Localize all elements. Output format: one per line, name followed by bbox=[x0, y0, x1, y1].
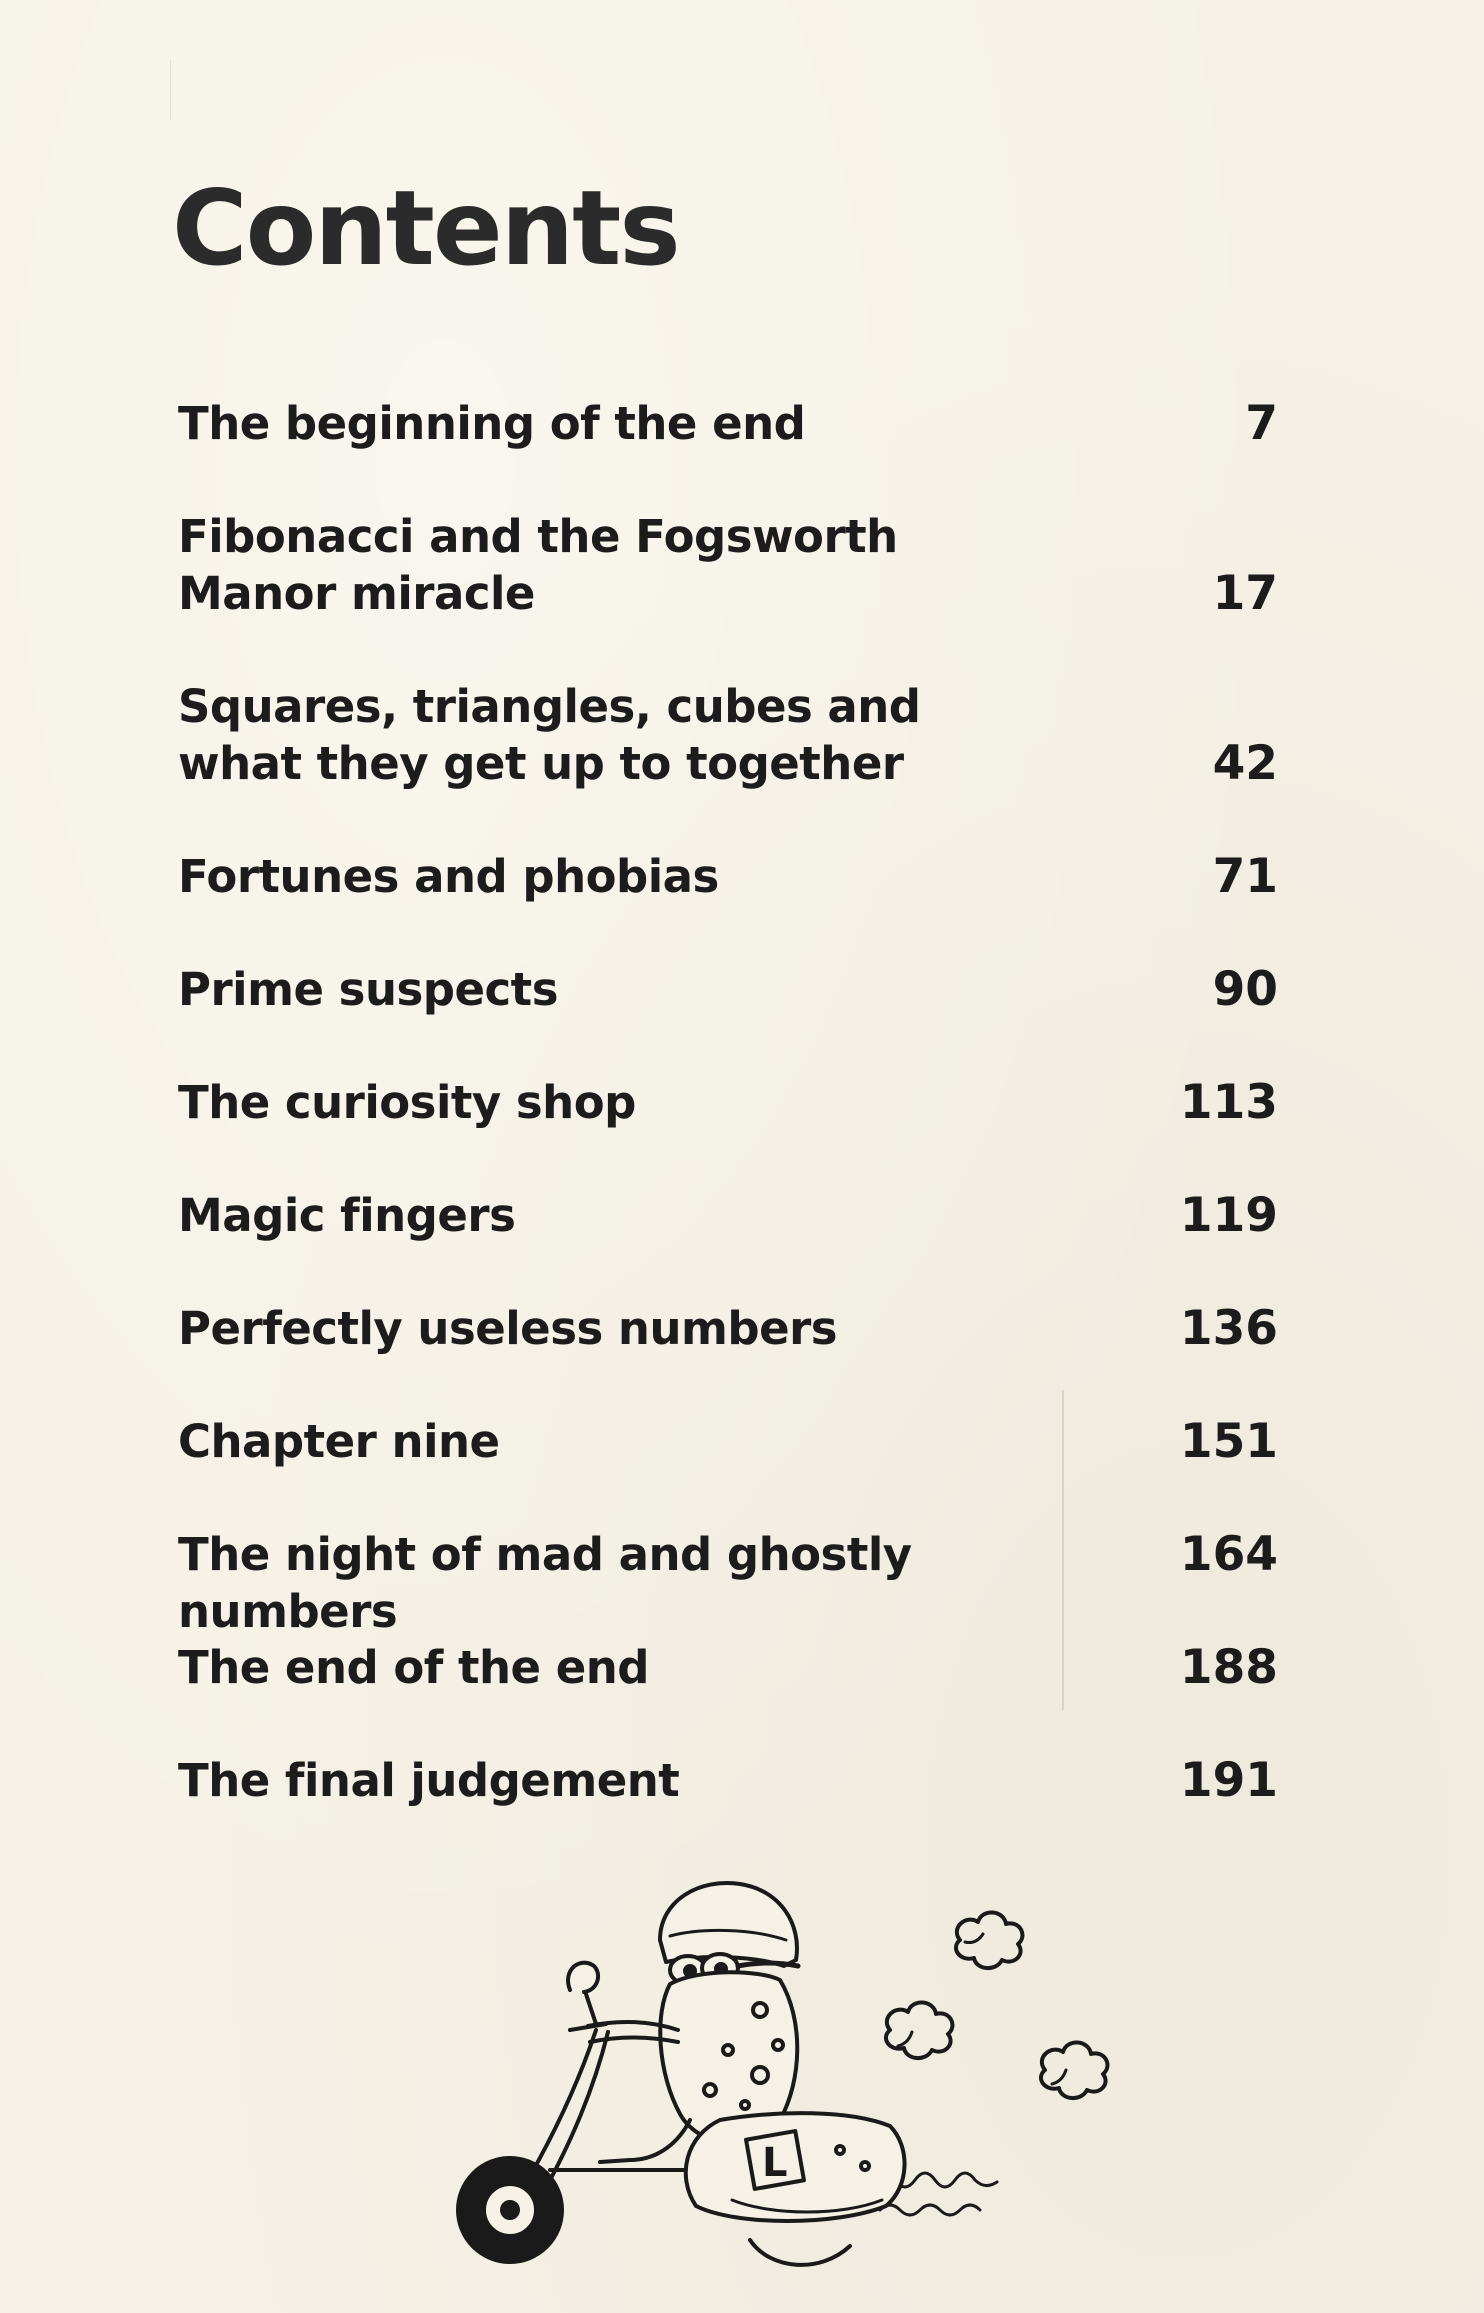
toc-page-number: 90 bbox=[1212, 962, 1278, 1017]
toc-page-number: 7 bbox=[1245, 396, 1278, 451]
toc-entry-label: Magic fingers bbox=[178, 1189, 516, 1242]
toc-page-number: 119 bbox=[1179, 1188, 1278, 1243]
toc-entry-label: Squares, triangles, cubes and what they get up to together bbox=[178, 680, 921, 790]
learner-plate-letter: L bbox=[762, 2140, 788, 2186]
toc-entry-label: The final judgement bbox=[178, 1754, 680, 1807]
toc-page-number: 136 bbox=[1179, 1301, 1278, 1356]
exhaust-cloud-icon bbox=[956, 1912, 1023, 1968]
toc-page-number: 151 bbox=[1179, 1414, 1278, 1469]
toc-page-number: 71 bbox=[1212, 849, 1278, 904]
toc-entry-label: The end of the end bbox=[178, 1641, 650, 1694]
toc-page-number: 188 bbox=[1179, 1640, 1278, 1695]
toc-entry-label: Fortunes and phobias bbox=[178, 850, 719, 903]
toc-entry-label: The curiosity shop bbox=[178, 1076, 636, 1129]
toc-entry-label: Perfectly useless numbers bbox=[178, 1302, 838, 1355]
toc-entry-label: The beginning of the end bbox=[178, 397, 806, 450]
toc-page-number: 191 bbox=[1179, 1753, 1278, 1808]
toc-entry-label: Fibonacci and the Fogsworth Manor miracle bbox=[178, 510, 898, 620]
toc-page-number: 113 bbox=[1179, 1075, 1278, 1130]
exhaust-cloud-icon bbox=[1041, 2042, 1108, 2098]
toc-entry-label: Chapter nine bbox=[178, 1415, 500, 1468]
toc-page-number: 164 bbox=[1179, 1527, 1278, 1582]
page-crease bbox=[170, 60, 171, 120]
scooter-rider-icon bbox=[420, 1870, 1120, 2310]
toc-entry-label: Prime suspects bbox=[178, 963, 558, 1016]
toc-page-number: 42 bbox=[1212, 736, 1278, 791]
page-title: Contents bbox=[172, 169, 679, 289]
toc-entry-label: The night of mad and ghostly numbers bbox=[178, 1528, 912, 1638]
exhaust-cloud-icon bbox=[886, 2002, 953, 2058]
toc-page-number: 17 bbox=[1212, 566, 1278, 621]
